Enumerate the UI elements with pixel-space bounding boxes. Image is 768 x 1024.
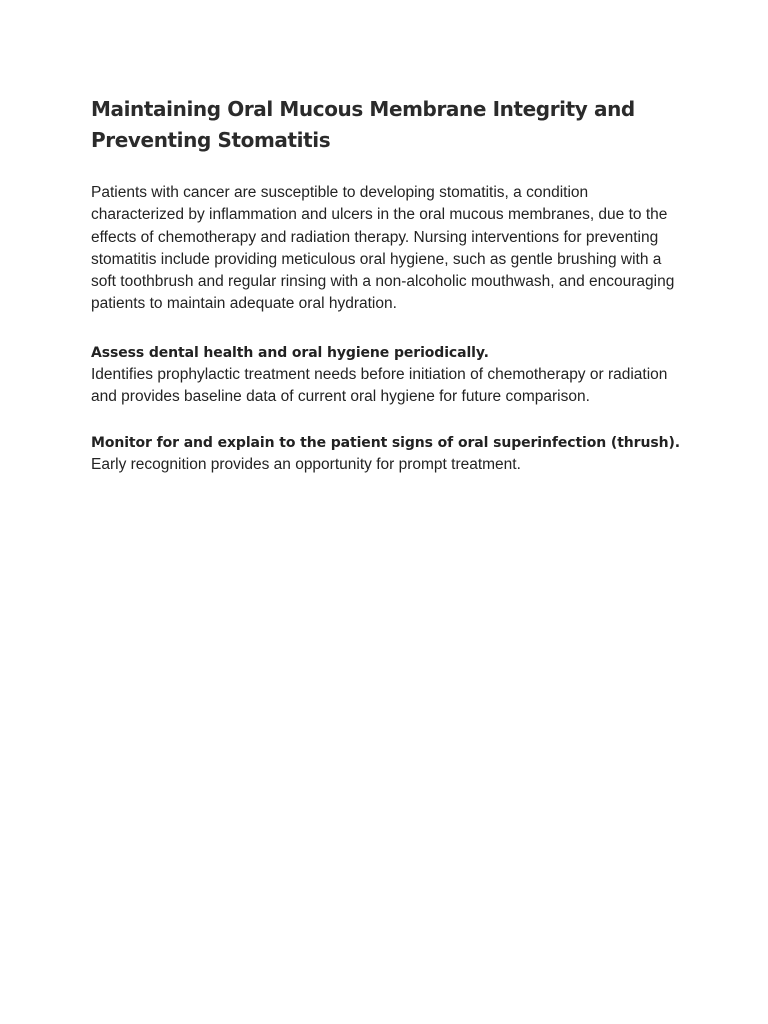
intervention-heading: Assess dental health and oral hygiene periodically. bbox=[91, 344, 489, 361]
intervention-rationale: Early recognition provides an opportunity for prompt treatment. bbox=[91, 456, 521, 474]
intervention-item bbox=[91, 432, 681, 476]
document-title: Maintaining Oral Mucous Membrane Integrity and Preventing Stomatitis bbox=[91, 97, 635, 152]
intro-paragraph: Patients with cancer are susceptible to developing stomatitis, a condition characterized by inflammation and ulcers in the oral mucous membranes, due to the effects of chemotherapy and radiation therapy. Nursing interventions for preventing stomatitis include providing meticulous oral hygiene, such as gentle brushing with a soft toothbrush and regular rinsing with a non-alcoholic mouthwash, and encouraging patients to maintain adequate oral hydration. bbox=[91, 184, 675, 313]
intervention-heading: Monitor for and explain to the patient signs of oral superinfection (thrush). bbox=[91, 435, 680, 452]
document-page bbox=[91, 94, 681, 501]
intervention-rationale: Identifies prophylactic treatment needs before initiation of chemotherapy or radiation and provides baseline data of current oral hygiene for future comparison. bbox=[91, 365, 668, 406]
intervention-item bbox=[91, 342, 681, 409]
